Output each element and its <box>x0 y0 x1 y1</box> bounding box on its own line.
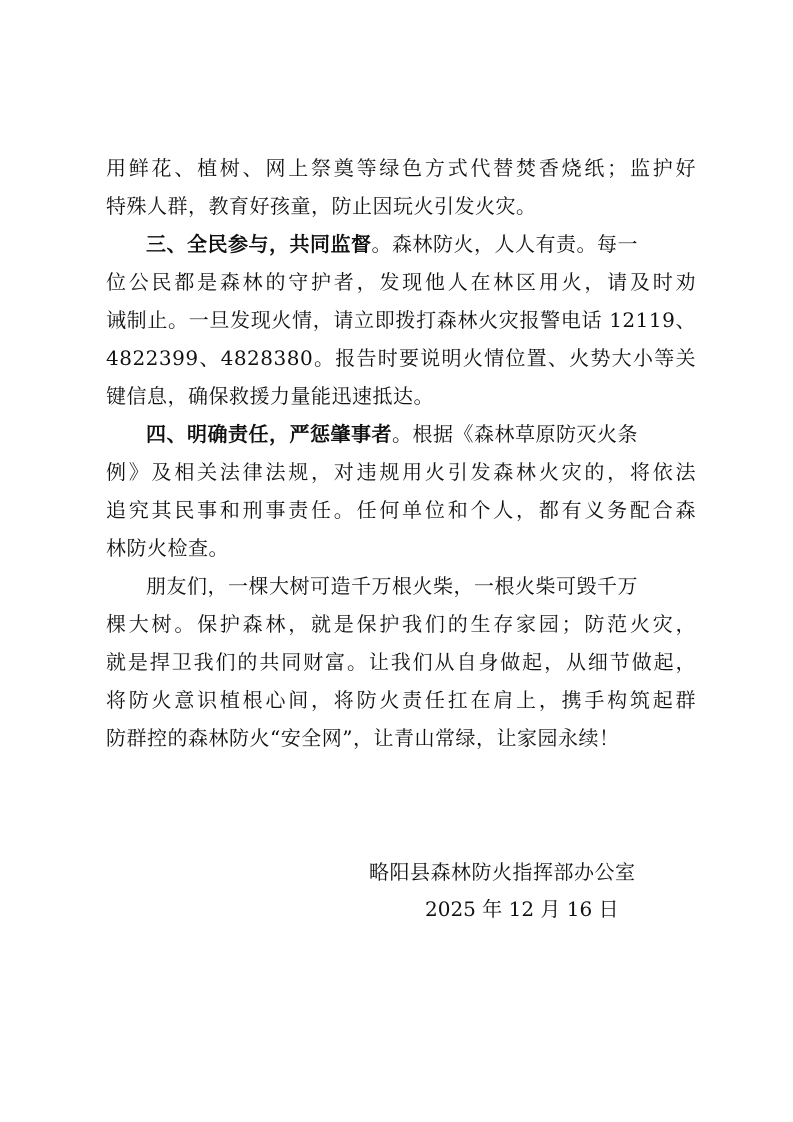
signature-date: 2025 年 12 月 16 日 <box>425 897 619 921</box>
signature-organization: 略阳县森林防火指挥部办公室 <box>369 860 636 884</box>
paragraph-4-line-4: 将防火意识植根心间，将防火责任扛在肩上，携手构筑起群 <box>106 688 696 712</box>
paragraph-3-line-2: 例》及相关法律法规，对违规用火引发森林火灾的，将依法 <box>106 460 696 484</box>
paragraph-3-line-1-text: 。根据《森林草原防灭火条 <box>392 422 638 446</box>
paragraph-1-line-2: 特殊人群，教育好孩童，防止因玩火引发火灾。 <box>106 194 537 218</box>
paragraph-2-line-1 <box>106 225 696 263</box>
paragraph-3-line-4: 林防火检查。 <box>106 536 229 560</box>
paragraph-2-line-5: 键信息，确保救援力量能迅速抵达。 <box>106 384 434 408</box>
paragraph-4-line-2: 棵大树。保护森林，就是保护我们的生存家园；防范火灾， <box>106 612 696 636</box>
paragraph-4-line-5: 防群控的森林防火“安全网”，让青山常绿，让家园永续！ <box>106 726 620 750</box>
paragraph-2-line-2: 位公民都是森林的守护者，发现他人在林区用火，请及时劝 <box>106 270 696 294</box>
paragraph-2-line-3: 诫制止。一旦发现火情，请立即拨打森林火灾报警电话 12119、 <box>106 308 696 332</box>
paragraph-1-line-1: 用鲜花、植树、网上祭奠等绿色方式代替焚香烧纸；监护好 <box>106 156 696 180</box>
paragraph-3-line-3: 追究其民事和刑事责任。任何单位和个人，都有义务配合森 <box>106 498 696 522</box>
paragraph-3-heading: 四、明确责任，严惩肇事者 <box>146 422 392 446</box>
paragraph-3-line-1 <box>106 415 696 453</box>
paragraph-2-line-4: 4822399、4828380。报告时要说明火情位置、火势大小等关 <box>106 346 696 370</box>
paragraph-4-line-1: 朋友们，一棵大树可造千万根火柴，一根火柴可毁千万 <box>146 574 638 598</box>
paragraph-2-line-1-text: 。森林防火，人人有责。每一 <box>371 232 638 256</box>
paragraph-2-heading: 三、全民参与，共同监督 <box>146 232 372 256</box>
document-body <box>106 149 696 757</box>
paragraph-4-line-3: 就是捍卫我们的共同财富。让我们从自身做起，从细节做起， <box>106 650 696 674</box>
